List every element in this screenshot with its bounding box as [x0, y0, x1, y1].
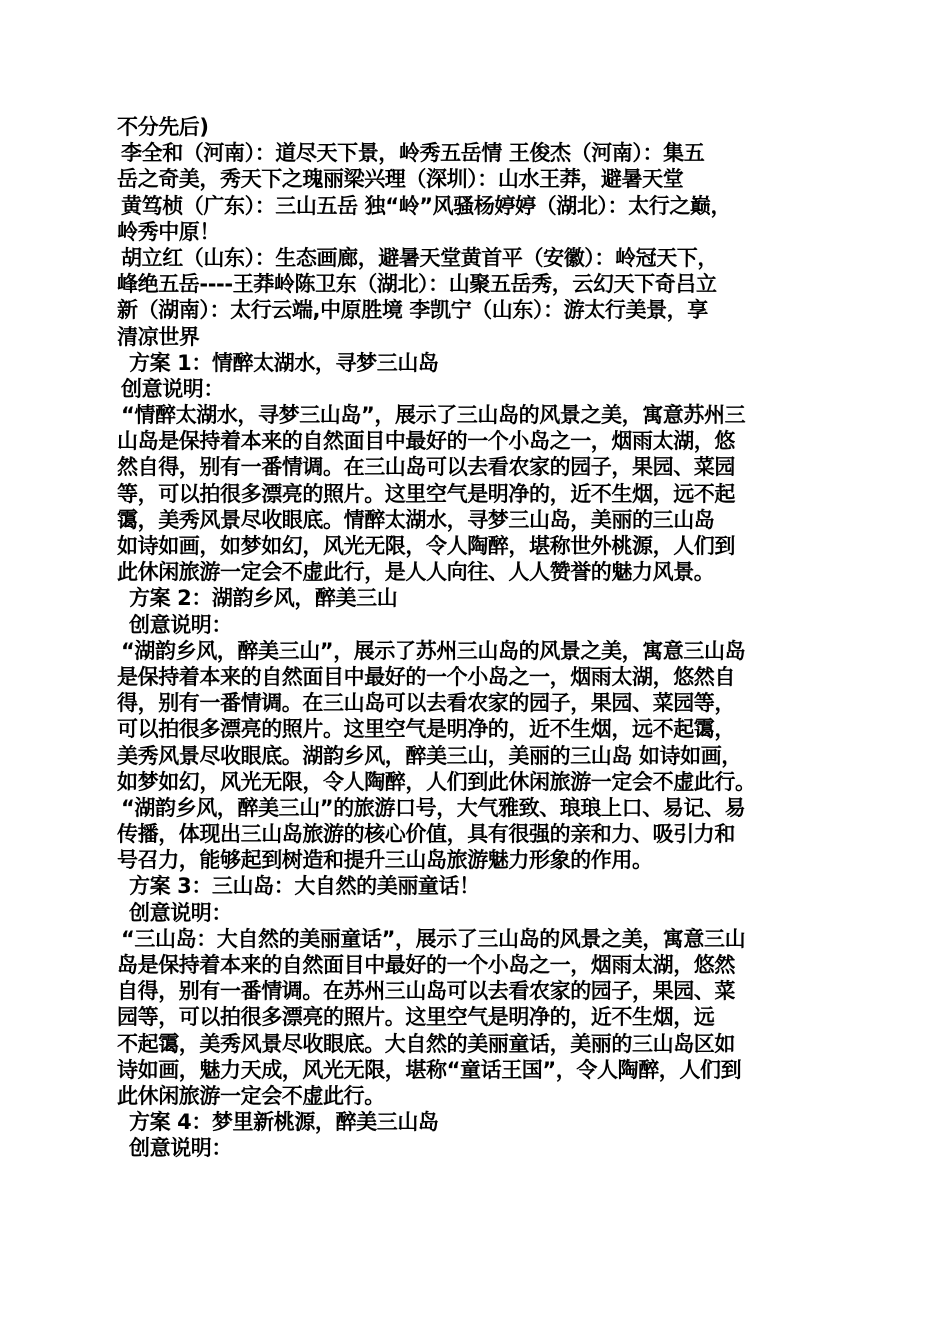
body-text-line: 是保持着本来的自然面目中最好的一个小岛之一，烟雨太湖，悠然自 — [117, 664, 735, 689]
body-text-line: 不起霭，美秀风景尽收眼底。大自然的美丽童话，美丽的三山岛区如 — [117, 1031, 735, 1056]
plan-heading: 方案 1：情醉太湖水，寻梦三山岛 — [129, 350, 439, 375]
body-text-line: “情醉太湖水，寻梦三山岛”，展示了三山岛的风景之美，寓意苏州三 — [121, 403, 746, 428]
body-text-line: 然自得，别有一番情调。在三山岛可以去看农家的园子，果园、菜园 — [117, 455, 735, 480]
body-text-line: 胡立红（山东）：生态画廊，避暑天堂黄首平（安徽）：岭冠天下， — [121, 245, 718, 270]
body-text-line: 岛是保持着本来的自然面目中最好的一个小岛之一，烟雨太湖，悠然 — [117, 953, 735, 977]
body-text-line: 不分先后) — [117, 115, 209, 139]
body-text-line: 清凉世界 — [117, 324, 200, 349]
body-text-line: 得，别有一番情调。在三山岛可以去看农家的园子，果园、菜园等， — [117, 691, 735, 716]
body-text-line: “湖韵乡风，醉美三山”的旅游口号，大气雅致、琅琅上口、易记、易 — [121, 795, 746, 820]
body-text-line: 此休闲旅游一定会不虚此行。 — [117, 1083, 385, 1108]
body-text-line: 山岛是保持着本来的自然面目中最好的一个小岛之一，烟雨太湖，悠 — [117, 429, 735, 454]
plan-heading: 方案 4：梦里新桃源，醉美三山岛 — [129, 1110, 439, 1135]
body-text-line: 等，可以拍很多漂亮的照片。这里空气是明净的，近不生烟，远不起 — [117, 481, 735, 506]
body-text-line: 黄笃桢（广东）：三山五岳 独“岭”风骚杨婷婷（湖北）：太行之巅， — [121, 193, 732, 218]
body-text-line: 霭，美秀风景尽收眼底。情醉太湖水，寻梦三山岛，美丽的三山岛 — [117, 507, 715, 532]
creative-note-heading: 创意说明： — [129, 900, 232, 925]
body-text-line: 新（湖南）：太行云端,中原胜境 李凯宁（山东）：游太行美景，享 — [117, 298, 708, 323]
body-text-line: “三山岛：大自然的美丽童话”，展示了三山岛的风景之美，寓意三山 — [121, 926, 746, 951]
body-text-line: 自得，别有一番情调。在苏州三山岛可以去看农家的园子，果园、菜 — [117, 979, 735, 1004]
body-text-line: 园等，可以拍很多漂亮的照片。这里空气是明净的，近不生烟，远 — [117, 1005, 715, 1030]
body-text-line: 如梦如幻，风光无限，令人陶醉，人们到此休闲旅游一定会不虚此行。 — [117, 769, 756, 794]
body-text-line: 诗如画，魅力天成，风光无限，堪称“童话王国”，令人陶醉，人们到 — [117, 1057, 742, 1082]
creative-note-heading: 创意说明： — [129, 612, 232, 637]
creative-note-heading: 创意说明： — [121, 376, 224, 401]
body-text-line: 此休闲旅游一定会不虚此行，是人人向往、人人赞誉的魅力风景。 — [117, 560, 715, 585]
body-text-line: 如诗如画，如梦如幻，风光无限，令人陶醉，堪称世外桃源，人们到 — [117, 534, 735, 558]
body-text-line: 可以拍很多漂亮的照片。这里空气是明净的，近不生烟，远不起霭， — [117, 717, 735, 742]
document-body — [117, 114, 852, 1162]
plan-heading: 方案 3：三山岛：大自然的美丽童话！ — [129, 874, 480, 899]
body-text-line: 传播，体现出三山岛旅游的核心价值，具有很强的亲和力、吸引力和 — [117, 822, 735, 847]
body-text-line: “湖韵乡风，醉美三山”，展示了苏州三山岛的风景之美，寓意三山岛 — [121, 638, 746, 663]
body-text-line: 号召力，能够起到树造和提升三山岛旅游魅力形象的作用。 — [117, 848, 653, 873]
creative-note-heading: 创意说明： — [129, 1136, 232, 1161]
plan-heading: 方案 2：湖韵乡风，醉美三山 — [129, 586, 398, 611]
body-text-line: 峰绝五岳----王莽岭陈卫东（湖北）：山聚五岳秀，云幻天下奇吕立 — [117, 272, 717, 297]
body-text-line: 岭秀中原！ — [117, 219, 220, 244]
body-text-line: 美秀风景尽收眼底。湖韵乡风，醉美三山，美丽的三山岛 如诗如画， — [117, 743, 742, 768]
body-text-line: 李全和（河南）：道尽天下景，岭秀五岳情 王俊杰（河南）：集五 — [121, 141, 705, 166]
body-text-line: 岳之奇美，秀天下之瑰丽梁兴理（深圳）：山水王莽，避暑天堂 — [117, 167, 684, 192]
